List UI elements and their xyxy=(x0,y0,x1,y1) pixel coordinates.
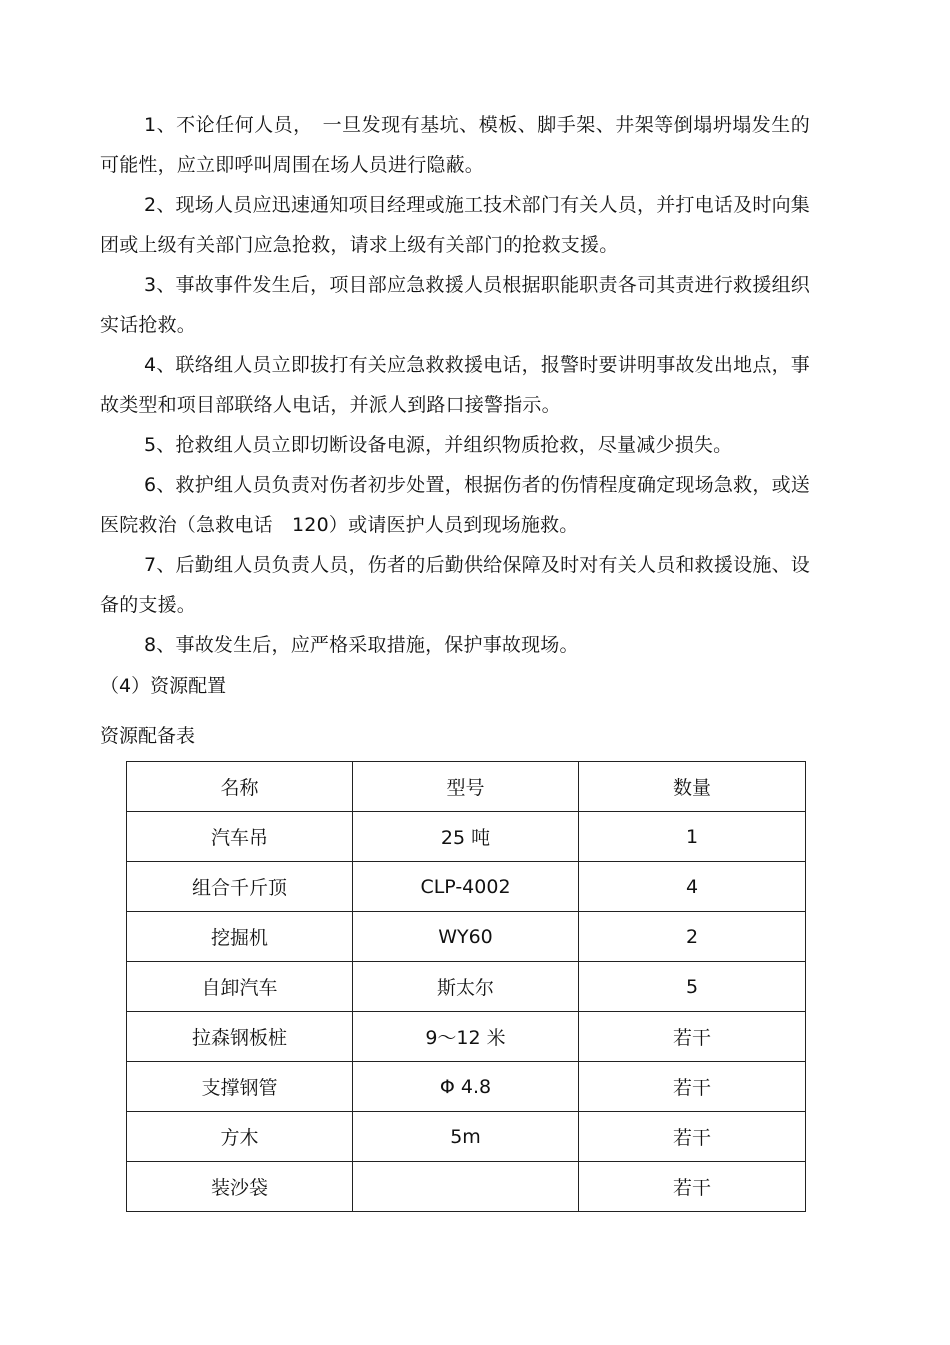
resource-table xyxy=(126,761,806,1212)
cell-name: 汽车吊 xyxy=(127,812,353,862)
section-heading: （4）资源配置 xyxy=(100,675,227,697)
cell-name: 挖掘机 xyxy=(127,912,353,962)
table-row xyxy=(127,912,806,962)
table-row xyxy=(127,812,806,862)
header-quantity: 数量 xyxy=(579,762,806,812)
header-name: 名称 xyxy=(127,762,353,812)
cell-quantity: 2 xyxy=(579,912,806,962)
cell-name: 方木 xyxy=(127,1112,353,1162)
cell-model: Φ 4.8 xyxy=(353,1062,579,1112)
cell-quantity: 4 xyxy=(579,862,806,912)
header-model: 型号 xyxy=(353,762,579,812)
table-header-row xyxy=(127,762,806,812)
cell-model: WY60 xyxy=(353,912,579,962)
procedure-item-8: 8、事故发生后，应严格采取措施，保护事故现场。 xyxy=(144,634,579,656)
cell-quantity: 5 xyxy=(579,962,806,1012)
cell-quantity: 若干 xyxy=(579,1012,806,1062)
cell-name: 组合千斤顶 xyxy=(127,862,353,912)
table-caption: 资源配备表 xyxy=(100,725,196,747)
cell-model: 斯太尔 xyxy=(353,962,579,1012)
cell-model: 5m xyxy=(353,1112,579,1162)
cell-quantity: 若干 xyxy=(579,1062,806,1112)
cell-model xyxy=(353,1162,579,1212)
cell-quantity: 若干 xyxy=(579,1112,806,1162)
procedure-item-7: 7、后勤组人员负责人员，伤者的后勤供给保障及时对有关人员和救援设施、设备的支援。 xyxy=(100,554,810,616)
emergency-procedure-list xyxy=(100,105,810,665)
table-row xyxy=(127,1112,806,1162)
cell-name: 装沙袋 xyxy=(127,1162,353,1212)
cell-model: 25 吨 xyxy=(353,812,579,862)
table-row xyxy=(127,1162,806,1212)
cell-name: 自卸汽车 xyxy=(127,962,353,1012)
cell-model: CLP-4002 xyxy=(353,862,579,912)
procedure-item-4: 4、联络组人员立即拔打有关应急救救援电话，报警时要讲明事故发出地点，事故类型和项目部联络人电话，并派人到路口接警指示。 xyxy=(100,354,810,416)
procedure-item-5: 5、抢救组人员立即切断设备电源，并组织物质抢救，尽量减少损失。 xyxy=(144,434,733,456)
table-row xyxy=(127,1062,806,1112)
procedure-item-6: 6、救护组人员负责对伤者初步处置，根据伤者的伤情程度确定现场急救，或送医院救治（急救电话 120）或请医护人员到现场施救。 xyxy=(100,474,810,536)
cell-quantity: 1 xyxy=(579,812,806,862)
procedure-item-1: 1、不论任何人员， 一旦发现有基坑、模板、脚手架、井架等倒塌坍塌发生的可能性，应立即呼叫周围在场人员进行隐蔽。 xyxy=(100,114,810,176)
table-row xyxy=(127,962,806,1012)
procedure-item-3: 3、事故事件发生后，项目部应急救援人员根据职能职责各司其责进行救援组织实话抢救。 xyxy=(100,274,810,336)
cell-model: 9～12 米 xyxy=(353,1012,579,1062)
cell-name: 支撑钢管 xyxy=(127,1062,353,1112)
table-row xyxy=(127,1012,806,1062)
procedure-item-2: 2、现场人员应迅速通知项目经理或施工技术部门有关人员，并打电话及时向集团或上级有关部门应急抢救，请求上级有关部门的抢救支援。 xyxy=(100,194,810,256)
cell-name: 拉森钢板桩 xyxy=(127,1012,353,1062)
table-row xyxy=(127,862,806,912)
cell-quantity: 若干 xyxy=(579,1162,806,1212)
